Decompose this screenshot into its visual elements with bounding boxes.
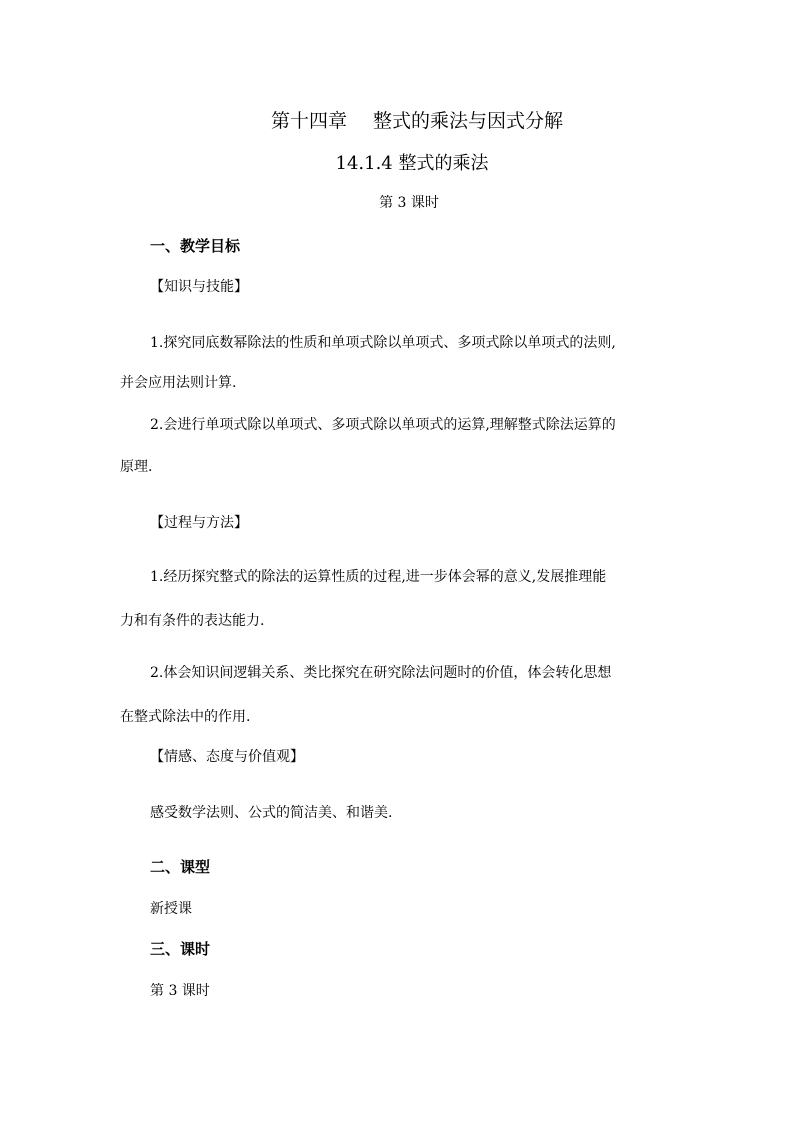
subheading-emotion-values: 【情感、态度与价值观】 <box>150 749 304 765</box>
subheading-process-methods: 【过程与方法】 <box>150 515 248 531</box>
heading-class-hours: 三、课时 <box>150 940 211 958</box>
process-item-2-line-2: 在整式除法中的作用. <box>120 709 251 725</box>
class-hours-text: 第 3 课时 <box>150 983 210 999</box>
emotion-text: 感受数学法则、公式的简洁美、和谐美. <box>150 805 393 821</box>
knowledge-item-2-line-1: 2.会进行单项式除以单项式、多项式除以单项式的运算,理解整式除法运算的 <box>150 417 616 433</box>
process-item-1-line-2: 力和有条件的表达能力. <box>120 613 265 629</box>
heading-teaching-goals: 一、教学目标 <box>150 237 241 255</box>
subheading-knowledge-skills: 【知识与技能】 <box>150 279 248 295</box>
chapter-number: 第十四章 <box>270 110 347 132</box>
lesson-type-text: 新授课 <box>150 901 192 917</box>
knowledge-item-1-line-2: 并会应用法则计算. <box>120 375 237 391</box>
heading-lesson-type: 二、课型 <box>150 858 211 876</box>
knowledge-item-2-line-2: 原理. <box>120 459 153 475</box>
chapter-title <box>0 106 794 133</box>
process-item-2-line-1: 2.体会知识间逻辑关系、类比探究在研究除法问题时的价值，体会转化思想 <box>150 665 612 681</box>
knowledge-item-1-line-1: 1.探究同底数幂除法的性质和单项式除以单项式、多项式除以单项式的法则, <box>150 335 616 351</box>
section-title: 14.1.4 整式的乘法 <box>335 153 489 174</box>
process-item-1-line-1: 1.经历探究整式的除法的运算性质的过程,进一步体会幂的意义,发展推理能 <box>150 569 607 585</box>
lesson-label: 第 3 课时 <box>379 195 439 211</box>
chapter-name: 整式的乘法与因式分解 <box>373 110 564 132</box>
